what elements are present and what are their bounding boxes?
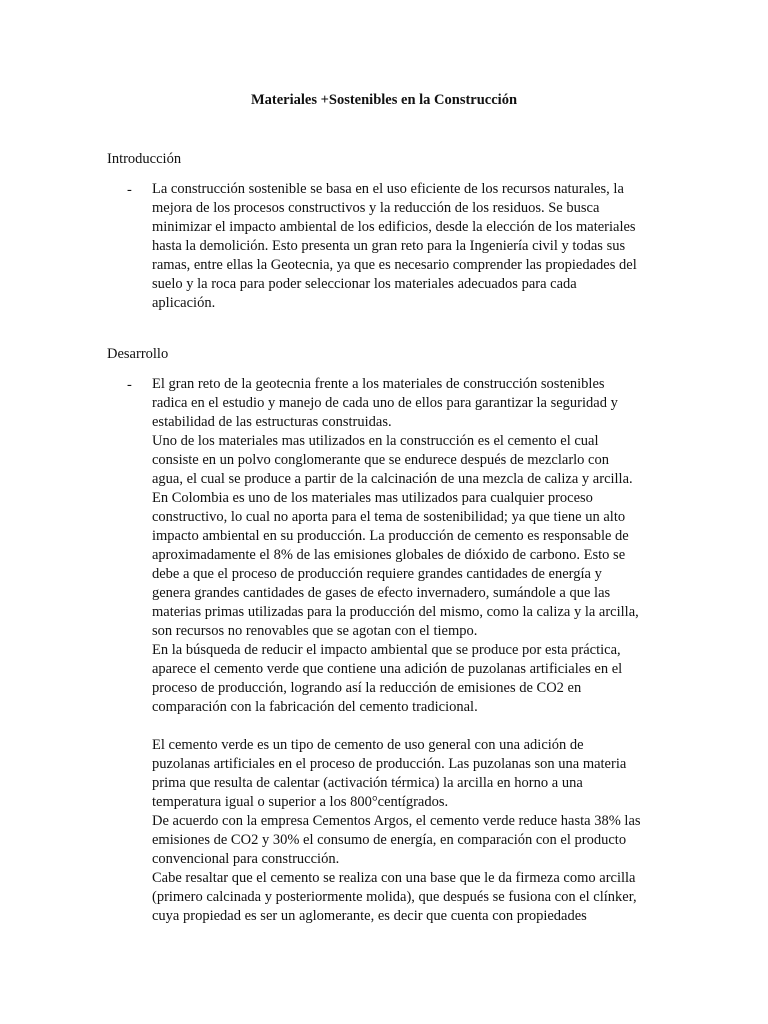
- text-line: hasta la demolición. Esto presenta un gran reto para la Ingeniería civil y todas sus: [152, 238, 626, 254]
- text-line: comparación con la fabricación del cemento tradicional.: [152, 699, 478, 715]
- text-line: minimizar el impacto ambiental de los edificios, desde la elección de los materiales: [152, 219, 636, 235]
- text-line: agua, el cual se produce a partir de la calcinación de una mezcla de caliza y arcilla.: [152, 471, 633, 487]
- text-line: radica en el estudio y manejo de cada uno de ellos para garantizar la seguridad y: [152, 395, 618, 411]
- blank-line: [152, 717, 712, 736]
- text-line: genera grandes cantidades de gases de efecto invernadero, sumándole a que las: [152, 585, 611, 601]
- text-line: La construcción sostenible se basa en el uso eficiente de los recursos naturales, la: [152, 181, 624, 197]
- text-line: El cemento verde es un tipo de cemento de uso general con una adición de: [152, 737, 584, 753]
- paragraph-introduccion: [152, 180, 712, 313]
- paragraph-desarrollo: [152, 375, 712, 926]
- document-title: Materiales +Sostenibles en la Construcción: [250, 92, 518, 108]
- section-heading-introduccion: Introducción: [107, 151, 182, 167]
- text-line: proceso de producción, logrando así la reducción de emisiones de CO2 en: [152, 680, 582, 696]
- text-line: convencional para construcción.: [152, 851, 340, 867]
- text-line: El gran reto de la geotecnia frente a los materiales de construcción sostenibles: [152, 376, 605, 392]
- text-line: En la búsqueda de reducir el impacto ambiental que se produce por esta práctica,: [152, 642, 621, 658]
- text-line: estabilidad de las estructuras construidas.: [152, 414, 392, 430]
- text-line: prima que resulta de calentar (activación térmica) la arcilla en horno a una: [152, 775, 583, 791]
- text-line: aplicación.: [152, 295, 216, 311]
- text-line: suelo y la roca para poder seleccionar los materiales adecuados para cada: [152, 276, 577, 292]
- section-heading-desarrollo: Desarrollo: [107, 346, 169, 362]
- bullet-dash: -: [127, 377, 132, 393]
- text-line: consiste en un polvo conglomerante que se endurece después de mezclarlo con: [152, 452, 609, 468]
- text-line: materias primas utilizadas para la producción del mismo, como la caliza y la arcilla,: [152, 604, 639, 620]
- text-line: aproximadamente el 8% de las emisiones globales de dióxido de carbono. Esto se: [152, 547, 626, 563]
- text-line: temperatura igual o superior a los 800°centígrados.: [152, 794, 449, 810]
- bullet-dash: -: [127, 182, 132, 198]
- text-line: cuya propiedad es ser un aglomerante, es decir que cuenta con propiedades: [152, 908, 587, 924]
- text-line: constructivo, lo cual no aporta para el tema de sostenibilidad; ya que tiene un alto: [152, 509, 626, 525]
- text-line: impacto ambiental en su producción. La producción de cemento es responsable de: [152, 528, 629, 544]
- text-line: mejora de los procesos constructivos y la reducción de los residuos. Se busca: [152, 200, 600, 216]
- text-line: Uno de los materiales mas utilizados en la construcción es el cemento el cual: [152, 433, 599, 449]
- text-line: En Colombia es uno de los materiales mas utilizados para cualquier proceso: [152, 490, 593, 506]
- text-line: son recursos no renovables que se agotan con el tiempo.: [152, 623, 478, 639]
- text-line: De acuerdo con la empresa Cementos Argos, el cemento verde reduce hasta 38% las: [152, 813, 641, 829]
- text-line: ramas, entre ellas la Geotecnia, ya que es necesario comprender las propiedades del: [152, 257, 637, 273]
- text-line: aparece el cemento verde que contiene una adición de puzolanas artificiales en el: [152, 661, 623, 677]
- text-line: puzolanas artificiales en el proceso de producción. Las puzolanas son una materia: [152, 756, 627, 772]
- text-line: Cabe resaltar que el cemento se realiza con una base que le da firmeza como arcilla: [152, 870, 636, 886]
- text-line: (primero calcinada y posteriormente molida), que después se fusiona con el clínker,: [152, 889, 637, 905]
- text-line: debe a que el proceso de producción requiere grandes cantidades de energía y: [152, 566, 602, 582]
- text-line: emisiones de CO2 y 30% el consumo de energía, en comparación con el producto: [152, 832, 627, 848]
